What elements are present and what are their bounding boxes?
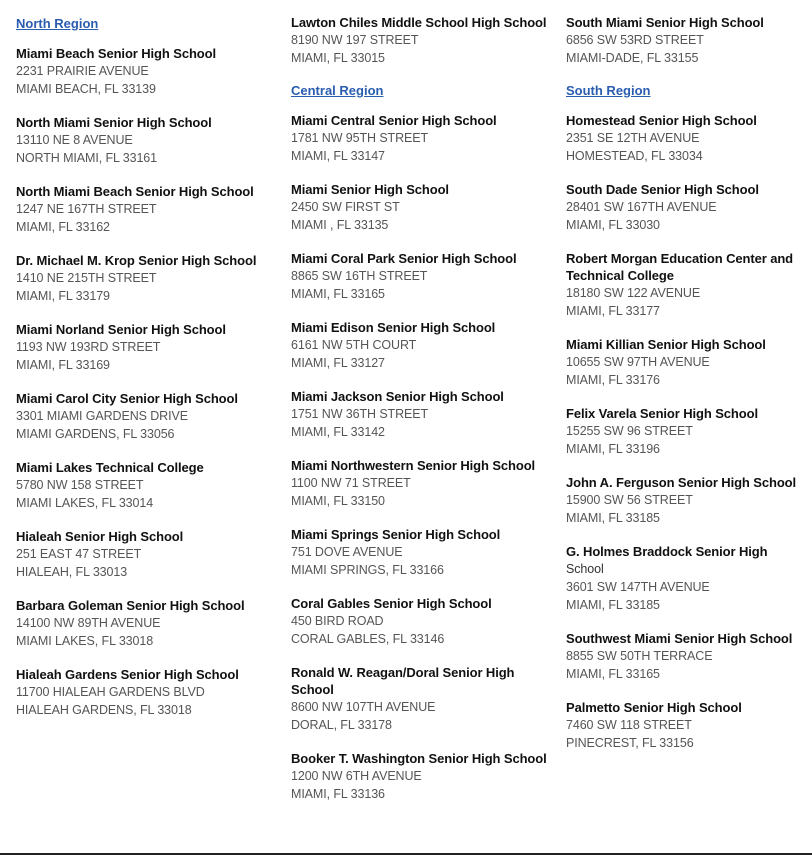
school-city: MIAMI, FL 33015 bbox=[291, 51, 385, 65]
school-entry bbox=[566, 181, 806, 234]
school-address: 1247 NE 167TH STREET bbox=[16, 202, 157, 216]
region-heading-south-region[interactable]: South Region bbox=[566, 83, 651, 98]
school-entry bbox=[16, 459, 271, 512]
school-city: MIAMI LAKES, FL 33014 bbox=[16, 496, 154, 510]
school-city: MIAMI, FL 33127 bbox=[291, 356, 385, 370]
school-entry bbox=[566, 250, 806, 320]
school-address: 10655 SW 97TH AVENUE bbox=[566, 355, 710, 369]
school-name: Dr. Michael M. Krop Senior High School bbox=[16, 253, 257, 268]
school-city: MIAMI, FL 33196 bbox=[566, 442, 660, 456]
school-address: 13110 NE 8 AVENUE bbox=[16, 133, 133, 147]
school-address: 3601 SW 147TH AVENUE bbox=[566, 580, 710, 594]
school-name: Miami Springs Senior High School bbox=[291, 527, 501, 542]
school-name: Robert Morgan Education Center and Technical College bbox=[566, 251, 794, 283]
school-address: 1781 NW 95TH STREET bbox=[291, 131, 429, 145]
school-city: MIAMI, FL 33176 bbox=[566, 373, 660, 387]
school-name: Palmetto Senior High School bbox=[566, 700, 742, 715]
school-name: Hialeah Senior High School bbox=[16, 529, 184, 544]
school-entry bbox=[566, 112, 806, 165]
school-city: MIAMI, FL 33030 bbox=[566, 218, 660, 232]
school-address: 6856 SW 53RD STREET bbox=[566, 33, 704, 47]
school-city: MIAMI , FL 33135 bbox=[291, 218, 389, 232]
school-address: 5780 NW 158 STREET bbox=[16, 478, 144, 492]
school-city: MIAMI, FL 33136 bbox=[291, 787, 385, 801]
school-address: 2351 SE 12TH AVENUE bbox=[566, 131, 700, 145]
school-name: South Dade Senior High School bbox=[566, 182, 759, 197]
school-entry bbox=[291, 112, 556, 165]
school-city: MIAMI, FL 33147 bbox=[291, 149, 385, 163]
school-address: 8600 NW 107TH AVENUE bbox=[291, 700, 436, 714]
school-entry bbox=[16, 183, 271, 236]
school-name: John A. Ferguson Senior High School bbox=[566, 475, 797, 490]
school-entry bbox=[16, 45, 271, 98]
school-city: MIAMI LAKES, FL 33018 bbox=[16, 634, 154, 648]
school-address: 1751 NW 36TH STREET bbox=[291, 407, 429, 421]
school-name: Miami Edison Senior High School bbox=[291, 320, 496, 335]
school-name: Miami Beach Senior High School bbox=[16, 46, 216, 61]
school-entry bbox=[566, 543, 806, 614]
school-entry bbox=[291, 664, 556, 734]
school-entry bbox=[16, 321, 271, 374]
school-city: HIALEAH GARDENS, FL 33018 bbox=[16, 703, 192, 717]
school-name: Miami Coral Park Senior High School bbox=[291, 251, 517, 266]
school-address: 3301 MIAMI GARDENS DRIVE bbox=[16, 409, 188, 423]
school-entry bbox=[16, 597, 271, 650]
school-city: CORAL GABLES, FL 33146 bbox=[291, 632, 445, 646]
school-address: 6161 NW 5TH COURT bbox=[291, 338, 417, 352]
region-heading-north-region[interactable]: North Region bbox=[16, 16, 99, 31]
region-heading-central-region[interactable]: Central Region bbox=[291, 83, 384, 98]
school-address: 18180 SW 122 AVENUE bbox=[566, 286, 701, 300]
school-city: MIAMI, FL 33165 bbox=[566, 667, 660, 681]
school-entry bbox=[566, 14, 806, 67]
school-name: Booker T. Washington Senior High School bbox=[291, 751, 547, 766]
school-name: North Miami Beach Senior High School bbox=[16, 184, 254, 199]
school-entry bbox=[291, 526, 556, 579]
school-address: 28401 SW 167TH AVENUE bbox=[566, 200, 717, 214]
school-name: Southwest Miami Senior High School bbox=[566, 631, 793, 646]
school-name: Miami Lakes Technical College bbox=[16, 460, 204, 475]
school-entry bbox=[16, 114, 271, 167]
school-name: Miami Northwestern Senior High School bbox=[291, 458, 536, 473]
school-entry bbox=[16, 390, 271, 443]
school-city: MIAMI, FL 33165 bbox=[291, 287, 385, 301]
school-name: Ronald W. Reagan/Doral Senior High School bbox=[291, 665, 515, 697]
school-city: MIAMI, FL 33179 bbox=[16, 289, 110, 303]
school-address: 8190 NW 197 STREET bbox=[291, 33, 419, 47]
school-entry bbox=[16, 528, 271, 581]
school-city: MIAMI, FL 33162 bbox=[16, 220, 110, 234]
school-address: 1200 NW 6TH AVENUE bbox=[291, 769, 422, 783]
school-entry bbox=[16, 666, 271, 719]
column-2 bbox=[291, 14, 556, 819]
school-address: 2231 PRAIRIE AVENUE bbox=[16, 64, 149, 78]
school-entry bbox=[291, 595, 556, 648]
school-city: MIAMI GARDENS, FL 33056 bbox=[16, 427, 175, 441]
school-name: North Miami Senior High School bbox=[16, 115, 212, 130]
school-entry bbox=[566, 474, 806, 527]
school-address: 1193 NW 193RD STREET bbox=[16, 340, 161, 354]
school-entry bbox=[291, 457, 556, 510]
school-address: 14100 NW 89TH AVENUE bbox=[16, 616, 161, 630]
school-city: MIAMI, FL 33142 bbox=[291, 425, 385, 439]
school-city: MIAMI, FL 33150 bbox=[291, 494, 385, 508]
school-name: Miami Carol City Senior High School bbox=[16, 391, 238, 406]
school-name: Miami Jackson Senior High School bbox=[291, 389, 504, 404]
school-address: 1100 NW 71 STREET bbox=[291, 476, 411, 490]
school-entry bbox=[291, 181, 556, 234]
school-city: DORAL, FL 33178 bbox=[291, 718, 392, 732]
school-address: 15900 SW 56 STREET bbox=[566, 493, 693, 507]
school-city: HOMESTEAD, FL 33034 bbox=[566, 149, 703, 163]
school-entry bbox=[566, 699, 806, 752]
school-entry bbox=[566, 630, 806, 683]
school-city: MIAMI, FL 33185 bbox=[566, 511, 660, 525]
school-name: Miami Killian Senior High School bbox=[566, 337, 766, 352]
column-1 bbox=[16, 14, 271, 735]
school-address: 8855 SW 50TH TERRACE bbox=[566, 649, 713, 663]
school-name-continued: School bbox=[566, 562, 604, 576]
school-city: MIAMI, FL 33169 bbox=[16, 358, 110, 372]
school-address: 450 BIRD ROAD bbox=[291, 614, 384, 628]
column-3 bbox=[566, 14, 806, 768]
school-city: MIAMI BEACH, FL 33139 bbox=[16, 82, 156, 96]
school-entry bbox=[566, 405, 806, 458]
school-city: MIAMI, FL 33185 bbox=[566, 598, 660, 612]
school-entry bbox=[291, 319, 556, 372]
school-city: MIAMI, FL 33177 bbox=[566, 304, 660, 318]
school-address: 11700 HIALEAH GARDENS BLVD bbox=[16, 685, 205, 699]
school-name: Miami Norland Senior High School bbox=[16, 322, 226, 337]
school-address: 751 DOVE AVENUE bbox=[291, 545, 403, 559]
school-entry bbox=[291, 750, 556, 803]
school-entry bbox=[291, 14, 556, 67]
school-address: 15255 SW 96 STREET bbox=[566, 424, 693, 438]
school-name: South Miami Senior High School bbox=[566, 15, 764, 30]
school-entry bbox=[16, 252, 271, 305]
school-name: Miami Central Senior High School bbox=[291, 113, 497, 128]
school-name: Hialeah Gardens Senior High School bbox=[16, 667, 239, 682]
school-entry bbox=[566, 336, 806, 389]
school-address: 2450 SW FIRST ST bbox=[291, 200, 400, 214]
school-address: 7460 SW 118 STREET bbox=[566, 718, 692, 732]
school-name: Coral Gables Senior High School bbox=[291, 596, 492, 611]
school-entry bbox=[291, 388, 556, 441]
school-name: Felix Varela Senior High School bbox=[566, 406, 758, 421]
school-entry bbox=[291, 250, 556, 303]
school-name: Homestead Senior High School bbox=[566, 113, 757, 128]
school-city: PINECREST, FL 33156 bbox=[566, 736, 694, 750]
school-city: NORTH MIAMI, FL 33161 bbox=[16, 151, 157, 165]
school-name: Miami Senior High School bbox=[291, 182, 449, 197]
school-name: Barbara Goleman Senior High School bbox=[16, 598, 245, 613]
school-name: G. Holmes Braddock Senior High bbox=[566, 544, 768, 559]
school-address: 251 EAST 47 STREET bbox=[16, 547, 142, 561]
school-address: 8865 SW 16TH STREET bbox=[291, 269, 428, 283]
school-city: MIAMI-DADE, FL 33155 bbox=[566, 51, 699, 65]
school-name: Lawton Chiles Middle School High School bbox=[291, 15, 547, 30]
school-address: 1410 NE 215TH STREET bbox=[16, 271, 157, 285]
school-city: MIAMI SPRINGS, FL 33166 bbox=[291, 563, 444, 577]
school-city: HIALEAH, FL 33013 bbox=[16, 565, 128, 579]
